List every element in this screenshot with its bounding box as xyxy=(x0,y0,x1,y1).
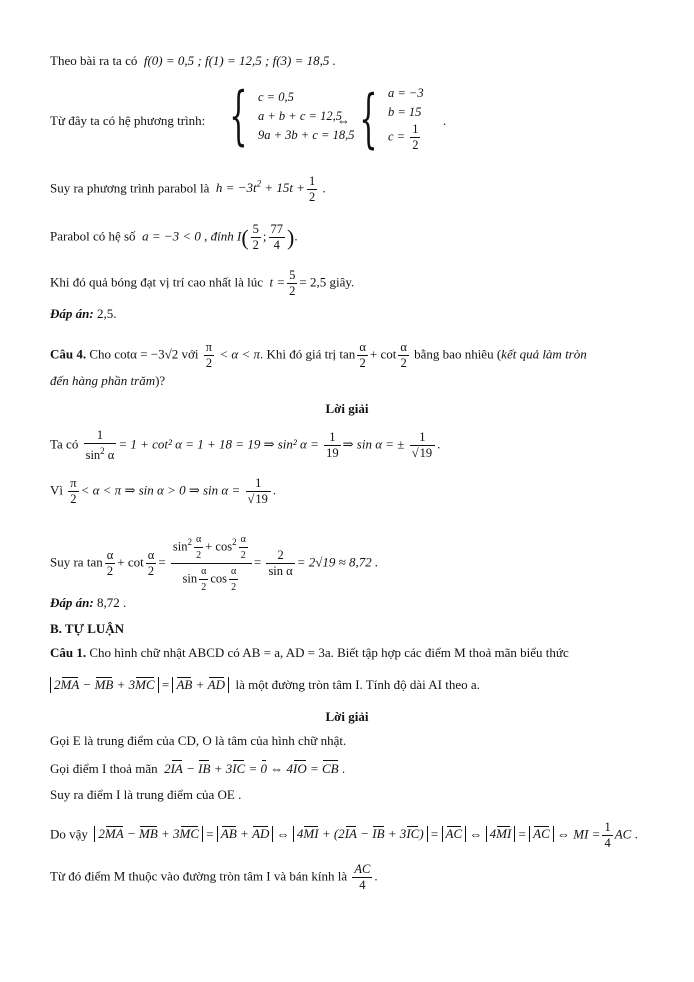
text: . Khi đó giá trị xyxy=(259,346,337,362)
text-line-parabola: Suy ra phương trình parabol là $h = -3t^2 + 15t$ + $\frac{1}{2}$ . xyxy=(50,174,326,204)
math: f(0) = 0,5 ; f(1) = 12,5 ; f(3) = 18,5 . xyxy=(143,53,336,68)
solution-b-step-1: Gọi E là trung điểm của CD, O là tâm của hình chữ nhật. xyxy=(50,733,347,748)
answer-value: 8,72 . xyxy=(93,595,127,610)
eq: a + b + c = 12,5 xyxy=(257,108,342,123)
solution-step-1: Ta có $\frac{1}{\sin^2 \alpha}$ = 1 + cot² α = 1 + 18 = 19 ⇒ sin² α = $\frac{1}{19}$ ⇒ sin α = ± $\frac{1}{√19}$ . xyxy=(50,428,441,463)
solution-b-step-4: Do vậy 2MA − MB + 3MC = AB + AD ⇔ 4MI + (2IA − IB + 3IC) = AC ⇔ 4MI = AC ⇔ MI = $\frac{1}{4}$ AC . xyxy=(50,820,638,850)
math: a = −3 < 0 , đỉnh xyxy=(142,228,234,244)
solution-b-step-2: Gọi điểm I thoả mãn 2IA − IB + 3IC = 0 ⇔ 4IO = CB . xyxy=(50,761,346,776)
text-line-vertex: Parabol có hệ số a = −3 < 0 , đỉnh I( $\frac{5}{2}$ ; $\frac{77}{4}$ ). xyxy=(50,222,298,252)
equiv-symbol: ⇔ xyxy=(337,113,350,128)
section-b-heading: B. TỰ LUẬN xyxy=(50,621,125,636)
text-line-system: Từ đây ta có hệ phương trình: { c = 0,5 a + b + c = 12,5 9a + 3b + c = 18,5 ⇔ { a = −3 b = 15 c = $\frac{1}{2}$ . xyxy=(50,79,447,156)
text: = 2,5 giây. xyxy=(299,274,355,290)
text: Khi đó quả bóng đạt vị trí cao nhất là lúc xyxy=(50,274,264,290)
solution-heading-2: Lời giải xyxy=(325,709,369,724)
math: ⇒ sin α = ± xyxy=(342,436,405,452)
solution-step-2: Vì $\frac{\pi}{2}$ < α < π ⇒ sin α > 0 ⇒ sin α = $\frac{1}{√19}$ . xyxy=(50,476,277,506)
text: Ta có xyxy=(50,436,79,452)
eq: c = 0,5 xyxy=(257,89,294,104)
solution-b-step-3: Suy ra điểm I là trung điểm của OE . xyxy=(50,787,242,802)
eq: c = xyxy=(387,129,409,144)
text: đến hàng phần trăm xyxy=(50,373,156,388)
math: < α < π ⇒ sin α > 0 ⇒ sin α = xyxy=(80,482,241,498)
text: là một đường tròn tâm I. Tính độ dài AI theo a. xyxy=(235,677,480,692)
text: Vì xyxy=(50,482,63,498)
eq: b = 15 xyxy=(387,105,422,119)
text: Cho hình chữ nhật ABCD có AB = a, AD = 3a. Biết tập hợp các điểm M thoả mãn biểu thức xyxy=(86,645,569,660)
solution-step-3: Suy ra tan $\frac{\alpha}{2}$ + cot $\frac{\alpha}{2}$ = $\sin^2$ $\frac{\alpha}{2}$ + $\cos^2$ $\frac{\alpha}{2}$ sin $\frac{\alpha}{2}$ cos $\frac{\alpha}{2}$ = $\frac{2}{\text{sin α}}$ = 2√19 ≈ 8,72 . xyxy=(50,534,379,593)
question-label: Câu 1. xyxy=(50,645,87,660)
answer-label: Đáp án: xyxy=(50,306,94,321)
eq: 9a + 3b + c = 18,5 xyxy=(257,127,355,142)
question-4-line2 xyxy=(50,372,646,390)
text: Suy ra tan xyxy=(50,554,103,570)
text: Từ đó điểm M thuộc vào đường tròn tâm I và bán kính là xyxy=(50,868,348,884)
text: Parabol có hệ số xyxy=(50,228,136,244)
text: kết quả làm tròn xyxy=(501,346,587,362)
solution-b-step-5: Từ đó điểm M thuộc vào đường tròn tâm I và bán kính là $\frac{AC}{4}$ . xyxy=(50,862,378,892)
answer-2 xyxy=(50,594,646,612)
system-left xyxy=(220,79,355,153)
eq: a = −3 xyxy=(387,86,424,100)
text: bằng bao nhiêu ( xyxy=(410,346,502,362)
text: Từ đây ta có hệ phương trình: xyxy=(50,113,206,128)
math: = 2√19 ≈ 8,72 . xyxy=(296,554,379,570)
solution-heading-1: Lời giải xyxy=(325,401,369,416)
question-4: Câu 4. Cho cotα = −3√2 với $\frac{\pi}{2}$ < α < π. Khi đó giá trị tan $\frac{\alpha}{2}$ + cot $\frac{\alpha}{2}$ bằng bao nhiêu (kết quả làm tròn xyxy=(50,340,587,370)
answer-label: Đáp án: xyxy=(50,595,94,610)
question-b1 xyxy=(50,644,646,662)
answer-value: 2,5. xyxy=(93,306,117,321)
text: Cho cotα = −3√2 với xyxy=(86,346,199,362)
brace: { xyxy=(359,81,378,156)
question-b1-line2: 2MA − MB + 3MC = AB + AD là một đường tròn tâm I. Tính độ dài AI theo a. xyxy=(50,676,646,694)
answer-1 xyxy=(50,305,646,323)
text: Theo bài ra ta có xyxy=(50,53,138,68)
text: Suy ra phương trình parabol là xyxy=(50,180,210,196)
system-solution: a = −3 b = 15 c = $\frac{1}{2}$ xyxy=(387,86,424,152)
system-right xyxy=(350,81,424,156)
text-line-given xyxy=(50,52,646,70)
text: )? xyxy=(155,373,166,388)
brace: { xyxy=(229,79,248,153)
question-label: Câu 4. xyxy=(50,346,87,362)
text: Gọi điểm I thoả mãn xyxy=(50,761,158,776)
text: Do vậy xyxy=(50,826,88,842)
text-line-max-time: Khi đó quả bóng đạt vị trí cao nhất là lúc t = $\frac{5}{2}$ = 2,5 giây. xyxy=(50,268,355,298)
math: = 1 + cot² α = 1 + 18 = 19 ⇒ sin² α = xyxy=(118,436,319,452)
